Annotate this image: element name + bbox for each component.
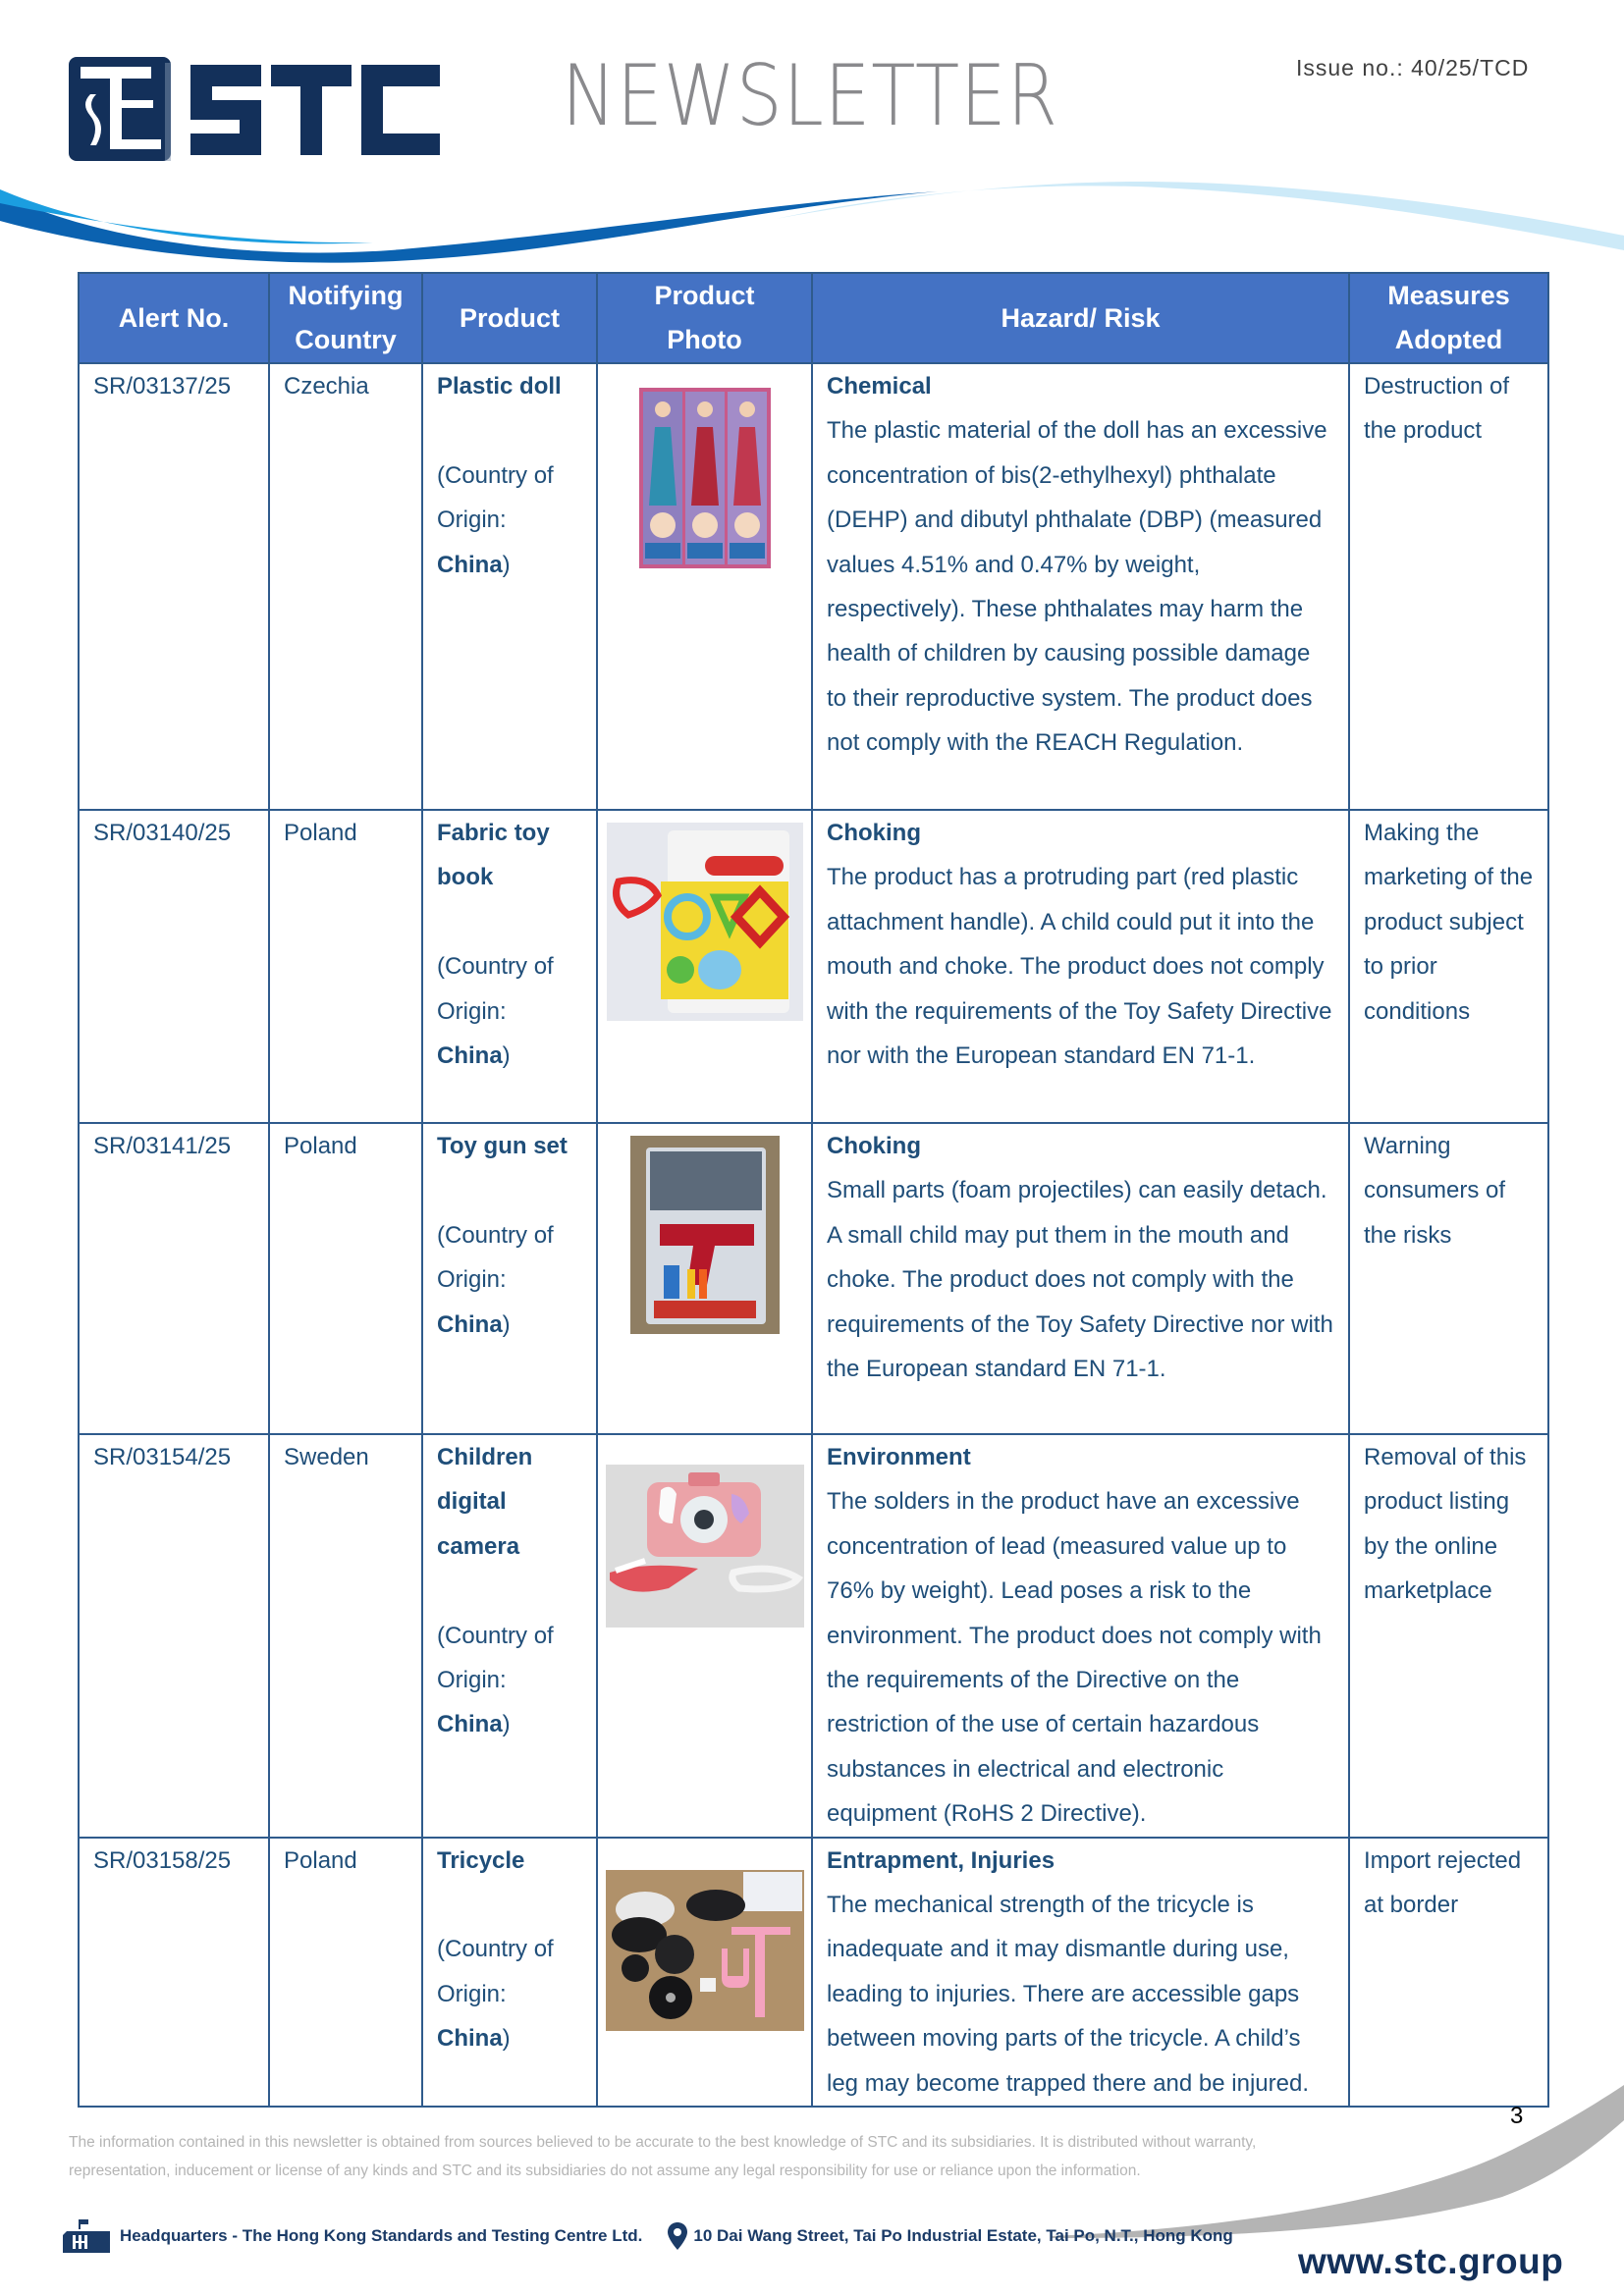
disclaimer-text: The information contained in this newsletter is obtained from sources believed to be accurate to the best knowledge of STC and its subsidiaries. It is distributed without warranty, representation, inducement or license of any kinds and STC and its subsidiaries do not assume any legal responsibility for use or reliance upon the information.	[69, 2134, 1257, 2179]
product-photo-cell	[597, 1123, 812, 1434]
column-header-product-photo	[597, 273, 812, 363]
camera-photo-icon	[606, 1465, 804, 1628]
origin-country: China	[437, 2025, 503, 2053]
country-cell: Sweden	[269, 1434, 422, 1838]
address-text: 10 Dai Wang Street, Tai Po Industrial Estate, Tai Po, N.T., Hong Kong	[693, 2226, 1233, 2245]
measures-cell: Destruction of the product	[1349, 363, 1548, 810]
product-cell	[422, 1123, 597, 1434]
alert-no-cell: SR/03158/25	[79, 1838, 269, 2107]
hazard-description: The product has a protruding part (red plastic attachment handle). A child could put it into the mouth and choke. The product does not comply with the requirements of the Toy Safety Directive nor with the European standard EN 71-1.	[827, 864, 1332, 1070]
table-row	[79, 1434, 1548, 1838]
doll-photo-icon	[639, 388, 771, 568]
column-header-product	[422, 273, 597, 363]
column-header-label: Measures	[1387, 281, 1510, 310]
hazard-description: The solders in the product have an excessive concentration of lead (measured value up to 76% by weight). Lead poses a risk to the environment. The product does not comply with the requirements of the Directive on the restriction of the use of certain hazardous substances in electrical and electronic equipment (RoHS 2 Directive).	[827, 1488, 1322, 1828]
origin-label-1: (Country of	[437, 1936, 554, 1963]
origin-suffix: )	[502, 1042, 511, 1070]
product-photo-cell	[597, 1434, 812, 1838]
measures-cell: Making the marketing of the product subject to prior conditions	[1349, 810, 1548, 1123]
stc-logo	[67, 55, 460, 165]
origin-label-1: (Country of	[437, 461, 554, 489]
table-row	[79, 1838, 1548, 2107]
product-alert-table	[78, 272, 1549, 2108]
product-name: Toy gun set	[437, 1133, 568, 1159]
issue-number: Issue no.: 40/25/TCD	[1296, 55, 1530, 80]
column-header-label: Adopted	[1394, 325, 1503, 354]
column-header-label: Alert No.	[118, 302, 230, 333]
footer-contact-bar	[63, 2218, 1233, 2254]
origin-label-2: Origin:	[437, 1980, 507, 2007]
hazard-description: The mechanical strength of the tricycle is inadequate and it may dismantle during use, leading to injuries. There are accessible gaps between moving parts of the tricycle. A child’s leg may become trapped there and be injured.	[827, 1892, 1309, 2097]
product-name: Plastic doll	[437, 373, 562, 400]
hazard-cell	[812, 1838, 1349, 2107]
origin-country: China	[437, 551, 503, 578]
hazard-description: The plastic material of the doll has an excessive concentration of bis(2-ethylhexyl) phthalate (DEHP) and dibutyl phthalate (DBP) (measured values 4.51% and 0.47% by weight, respectively). These phthalates may harm the health of children by causing possible damage to their reproductive system. The product does not comply with the REACH Regulation.	[827, 417, 1327, 757]
origin-label-2: Origin:	[437, 507, 507, 534]
product-name: Tricycle	[437, 1846, 525, 1874]
origin-line	[437, 1034, 582, 1078]
product-photo-cell	[597, 810, 812, 1123]
column-header-label: Product	[459, 302, 560, 333]
product-cell	[422, 810, 597, 1123]
table-row	[79, 363, 1548, 810]
column-header-label: Notifying	[288, 281, 404, 310]
product-cell	[422, 363, 597, 810]
hazard-type: Chemical	[827, 373, 932, 400]
origin-line	[437, 1303, 582, 1347]
origin-suffix: )	[502, 551, 511, 578]
origin-label-2: Origin:	[437, 1266, 507, 1294]
column-header-alert-no	[79, 273, 269, 363]
product-name: Fabric toy book	[437, 820, 550, 891]
table-header-row	[79, 273, 1548, 363]
origin-line	[437, 543, 582, 587]
origin-label-1: (Country of	[437, 1622, 554, 1649]
column-header-label: Hazard/ Risk	[1001, 302, 1161, 333]
origin-suffix: )	[502, 1310, 511, 1338]
tricycle-photo-icon	[606, 1870, 804, 2031]
alert-no-cell: SR/03154/25	[79, 1434, 269, 1838]
headquarters-text: Headquarters - The Hong Kong Standards and Testing Centre Ltd.	[120, 2226, 643, 2245]
product-cell	[422, 1838, 597, 2107]
fabric-book-photo-icon	[607, 823, 803, 1021]
alert-no-cell: SR/03140/25	[79, 810, 269, 1123]
hazard-cell	[812, 1434, 1349, 1838]
hazard-cell	[812, 810, 1349, 1123]
column-header-label: Country	[295, 325, 397, 354]
hazard-type: Environment	[827, 1444, 971, 1470]
hazard-description: Small parts (foam projectiles) can easily detach. A small child may put them in the mouth and choke. The product does not comply with the requirements of the Toy Safety Directive nor with the European standard EN 71-1.	[827, 1177, 1333, 1383]
product-name: Children digital camera	[437, 1444, 533, 1560]
country-cell: Poland	[269, 1123, 422, 1434]
origin-country: China	[437, 1042, 503, 1070]
page-number: 3	[1510, 2103, 1524, 2129]
building-icon	[63, 2219, 114, 2253]
column-header-label: Photo	[667, 325, 742, 354]
toy-gun-photo-icon	[630, 1136, 780, 1334]
table-row	[79, 810, 1548, 1123]
logo-text-stc	[190, 65, 440, 155]
header-swoosh-decoration	[0, 182, 1624, 265]
alert-no-cell: SR/03141/25	[79, 1123, 269, 1434]
table-row	[79, 1123, 1548, 1434]
origin-line	[437, 2016, 582, 2060]
origin-label-2: Origin:	[437, 997, 507, 1025]
map-pin-icon	[668, 2222, 687, 2250]
country-cell: Poland	[269, 1838, 422, 2107]
origin-label-2: Origin:	[437, 1667, 507, 1694]
column-header-notifying-country	[269, 273, 422, 363]
product-photo-cell	[597, 1838, 812, 2107]
measures-cell: Warning consumers of the risks	[1349, 1123, 1548, 1434]
country-cell: Poland	[269, 810, 422, 1123]
hazard-type: Choking	[827, 1133, 921, 1159]
column-header-label: Product	[654, 281, 755, 310]
measures-cell: Import rejected at border	[1349, 1838, 1548, 2107]
column-header-hazard-risk	[812, 273, 1349, 363]
newsletter-title: NEWSLETTER	[562, 47, 1058, 145]
measures-cell: Removal of this product listing by the online marketplace	[1349, 1434, 1548, 1838]
origin-suffix: )	[502, 1711, 511, 1738]
country-cell: Czechia	[269, 363, 422, 810]
origin-country: China	[437, 1711, 503, 1738]
origin-country: China	[437, 1310, 503, 1338]
product-photo-cell	[597, 363, 812, 810]
origin-label-1: (Country of	[437, 953, 554, 981]
origin-line	[437, 1702, 582, 1746]
origin-suffix: )	[502, 2025, 511, 2053]
product-cell	[422, 1434, 597, 1838]
hazard-cell	[812, 363, 1349, 810]
hazard-cell	[812, 1123, 1349, 1434]
website-link[interactable]: www.stc.group	[1298, 2241, 1564, 2281]
hazard-type: Choking	[827, 820, 921, 846]
hazard-type: Entrapment, Injuries	[827, 1846, 1056, 1874]
origin-label-1: (Country of	[437, 1221, 554, 1249]
alert-no-cell: SR/03137/25	[79, 363, 269, 810]
column-header-measures-adopted	[1349, 273, 1548, 363]
